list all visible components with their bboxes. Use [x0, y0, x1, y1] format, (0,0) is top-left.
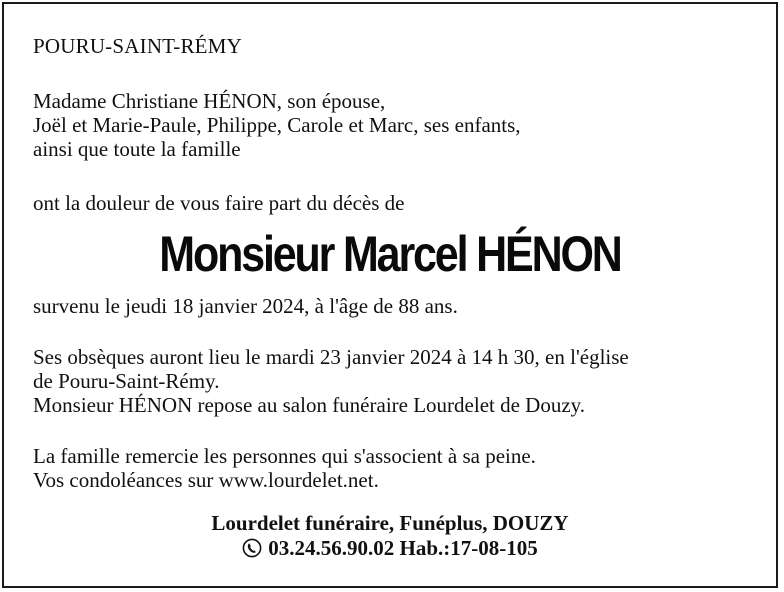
announcement-intro-text: ont la douleur de vous faire part du décès de: [33, 191, 405, 215]
town-name: [33, 34, 768, 58]
obituary-notice: [2, 2, 778, 588]
funeral-details: [33, 345, 768, 417]
funeral-line: Ses obsèques auront lieu le mardi 23 janvier 2024 à 14 h 30, en l'église: [33, 345, 629, 369]
announcement-intro: [33, 191, 768, 215]
death-info-text: survenu le jeudi 18 janvier 2024, à l'âge de 88 ans.: [33, 294, 458, 318]
condolences-link[interactable]: Vos condoléances sur www.lourdelet.net.: [33, 468, 379, 492]
funeral-line: de Pouru-Saint-Rémy.: [33, 369, 220, 393]
deceased-name: Monsieur Marcel HÉNON: [159, 226, 621, 282]
family-line: Joël et Marie-Paule, Philippe, Carole et Marc, ses enfants,: [33, 113, 521, 137]
town-name-text: POURU-SAINT-RÉMY: [33, 34, 242, 58]
death-info: [33, 294, 768, 318]
funeral-home-footer: [4, 511, 776, 561]
funeral-line: Monsieur HÉNON repose au salon funéraire Lourdelet de Douzy.: [33, 393, 586, 417]
family-thanks: [33, 444, 768, 492]
funeral-home-contact: [4, 536, 776, 561]
family-line: Madame Christiane HÉNON, son épouse,: [33, 89, 386, 113]
thanks-line: La famille remercie les personnes qui s'associent à sa peine.: [33, 444, 536, 468]
funeral-home-name: Lourdelet funéraire, Funéplus, DOUZY: [211, 511, 569, 535]
family-line: ainsi que toute la famille: [33, 137, 241, 161]
phone-number[interactable]: 03.24.56.90.02 Hab.:17-08-105: [268, 536, 538, 560]
family-announcement: [33, 89, 768, 161]
phone-icon: [242, 538, 262, 558]
